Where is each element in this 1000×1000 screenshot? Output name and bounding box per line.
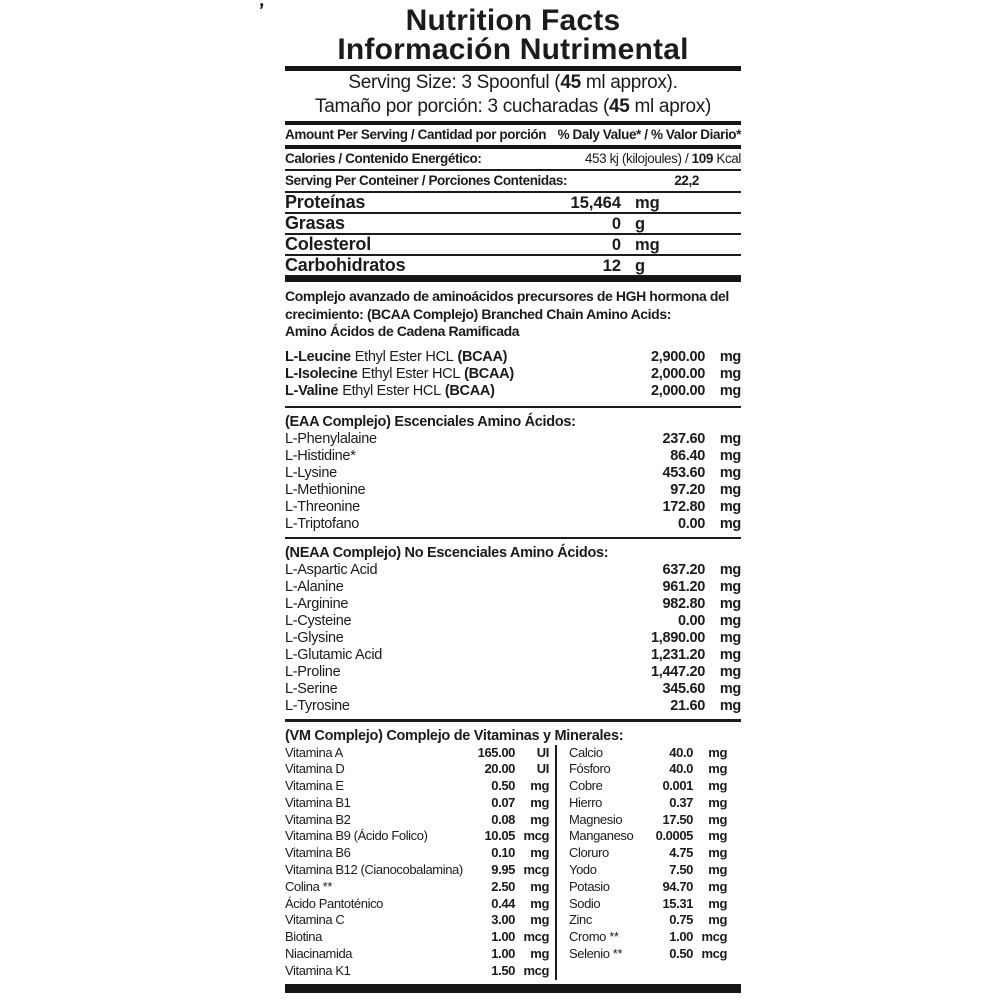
nutrient-value: 0.00 xyxy=(677,612,705,629)
neaa-section xyxy=(285,544,741,719)
nutrient-row xyxy=(285,613,741,630)
mineral-name: Potasio xyxy=(569,878,610,894)
note-line: crecimiento: (BCAA Complejo) Branched Chain Amino Acids: xyxy=(285,305,671,322)
mineral-row xyxy=(569,778,727,795)
mineral-unit: mg xyxy=(708,761,727,777)
mineral-unit: mg xyxy=(708,912,727,928)
vitamin-name: Ácido Pantoténico xyxy=(285,895,383,911)
vm-left-column xyxy=(285,745,557,980)
nutrient-name: L-Methionine xyxy=(285,481,366,498)
mineral-value: 94.70 xyxy=(662,878,693,894)
bcaa-item-row xyxy=(285,383,741,400)
vitamin-unit: mg xyxy=(530,912,549,928)
nutrient-value: 345.60 xyxy=(662,680,705,697)
title-spanish: Información Nutrimental xyxy=(337,33,689,66)
vitamin-unit: mg xyxy=(530,946,549,962)
vitamin-row xyxy=(285,912,549,929)
calories-value-kcal-number: 109 xyxy=(691,151,713,166)
note-line: Complejo avanzado de aminoácidos precursores de HGH hormona del xyxy=(285,288,729,304)
servings-per-container-row xyxy=(285,171,741,193)
mineral-unit: mg xyxy=(708,828,727,844)
vitamin-name: Vitamina B9 (Ácido Folico) xyxy=(285,828,428,844)
vitamin-row xyxy=(285,879,549,896)
bcaa-item-name-tag: (BCAA) xyxy=(444,382,495,399)
mineral-unit: mg xyxy=(708,744,727,760)
vitamin-unit: UI xyxy=(536,761,549,777)
nutrient-unit: mg xyxy=(719,481,741,498)
vitamin-value: 2.50 xyxy=(491,878,515,894)
nutrient-value: 1,890.00 xyxy=(650,629,705,646)
nutrient-name: L-Arginine xyxy=(285,595,349,612)
mineral-unit: mg xyxy=(708,778,727,794)
nutrient-value: 97.20 xyxy=(670,481,705,498)
eaa-section-header: (EAA Complejo) Escenciales Amino Ácidos: xyxy=(285,413,576,430)
vitamin-value: 0.50 xyxy=(491,778,515,794)
vitamin-name: Vitamina A xyxy=(285,744,343,760)
vitamin-unit: mg xyxy=(530,895,549,911)
bcaa-item-name xyxy=(285,383,495,400)
nutrient-value: 961.20 xyxy=(662,578,705,595)
nutrient-unit: mg xyxy=(719,646,741,663)
bcaa-items xyxy=(285,349,741,400)
vitamin-unit: mg xyxy=(530,878,549,894)
calories-value-kj: 453 kj (kilojoules) / xyxy=(584,151,692,166)
mineral-row xyxy=(569,745,727,762)
vitamin-value: 20.00 xyxy=(484,761,515,777)
macro-unit: g xyxy=(635,257,646,275)
nutrient-value: 21.60 xyxy=(670,697,705,714)
vitamin-name: Vitamina E xyxy=(285,778,344,794)
vitamin-row xyxy=(285,778,549,795)
mineral-value: 0.50 xyxy=(669,946,693,962)
mineral-name: Hierro xyxy=(569,794,602,810)
vitamin-value: 0.08 xyxy=(491,811,515,827)
nutrient-name: L-Triptofano xyxy=(285,515,360,532)
vitamin-unit: UI xyxy=(536,744,549,760)
mineral-name: Zinc xyxy=(569,912,592,928)
bcaa-item-name xyxy=(285,349,507,366)
mineral-row xyxy=(569,929,727,946)
nutrient-value: 172.80 xyxy=(662,498,705,515)
vitamin-row xyxy=(285,845,549,862)
nutrient-row xyxy=(285,681,741,698)
nutrient-value: 86.40 xyxy=(670,447,705,464)
mineral-value: 40.0 xyxy=(669,761,693,777)
nutrient-unit: mg xyxy=(719,498,741,515)
note-line: Amino Ácidos de Cadena Ramificada xyxy=(285,323,520,339)
macro-value: 0 xyxy=(611,215,621,233)
mineral-unit: mg xyxy=(708,895,727,911)
vitamin-name: Vitamina C xyxy=(285,912,345,928)
nutrient-name: L-Histidine* xyxy=(285,447,356,464)
daily-value-label: % Daly Value* / % Valor Diario* xyxy=(557,127,741,142)
macro-value: 0 xyxy=(611,236,621,254)
bcaa-item-name-mid: Ethyl Ester HCL xyxy=(361,365,461,382)
serving-size-es-amount: 45 xyxy=(608,96,630,117)
bcaa-item-value: 2,000.00 xyxy=(650,382,705,399)
serving-size-en-text: Serving Size: 3 Spoonful ( xyxy=(348,72,561,93)
macro-unit: mg xyxy=(635,194,660,212)
vm-columns xyxy=(285,745,741,980)
nutrient-unit: mg xyxy=(719,447,741,464)
bcaa-item-unit: mg xyxy=(719,365,741,382)
vitamin-value: 165.00 xyxy=(477,744,515,760)
amount-per-serving-label: Amount Per Serving / Cantidad por porción xyxy=(285,127,547,142)
nutrient-name: L-Proline xyxy=(285,663,341,680)
macro-unit: g xyxy=(635,215,646,233)
title-english: Nutrition Facts xyxy=(405,4,621,37)
nutrient-row xyxy=(285,448,741,465)
nutrient-row xyxy=(285,516,741,533)
vitamin-unit: mg xyxy=(530,845,549,861)
serving-size-es-text: Tamaño por porción: 3 cucharadas ( xyxy=(315,96,609,117)
nutrient-value: 453.60 xyxy=(662,464,705,481)
vitamin-name: Vitamina B12 (Cianocobalamina) xyxy=(285,862,463,878)
mineral-row xyxy=(569,896,727,913)
vitamin-row xyxy=(285,896,549,913)
bcaa-item-name-lead: L-Valine xyxy=(285,382,339,399)
nutrient-value: 1,447.20 xyxy=(650,663,705,680)
mineral-name: Cromo ** xyxy=(569,929,619,945)
bottom-bar xyxy=(285,984,741,993)
nutrient-row xyxy=(285,664,741,681)
mineral-name: Manganeso xyxy=(569,828,634,844)
mineral-unit: mcg xyxy=(701,929,727,945)
nutrient-row xyxy=(285,647,741,664)
vitamin-value: 0.10 xyxy=(491,845,515,861)
calories-value xyxy=(585,149,741,169)
macro-row xyxy=(285,235,741,256)
vitamin-value: 3.00 xyxy=(491,912,515,928)
macro-value: 12 xyxy=(602,257,621,275)
mineral-row xyxy=(569,761,727,778)
vitamin-unit: mg xyxy=(530,778,549,794)
nutrient-row xyxy=(285,465,741,482)
bcaa-item-name-lead: L-Isolecine xyxy=(285,365,358,382)
serving-size-en xyxy=(285,71,741,95)
mineral-value: 0.37 xyxy=(669,794,693,810)
nutrient-unit: mg xyxy=(719,663,741,680)
macro-name: Carbohidratos xyxy=(285,255,406,275)
nutrition-label xyxy=(285,6,741,993)
mineral-row xyxy=(569,795,727,812)
neaa-section-header: (NEAA Complejo) No Escenciales Amino Ácidos: xyxy=(285,544,609,561)
nutrient-name: L-Threonine xyxy=(285,498,360,515)
divider-line xyxy=(285,537,741,539)
vitamin-value: 0.44 xyxy=(491,895,515,911)
macro-row xyxy=(285,256,741,277)
vitamin-name: Colina ** xyxy=(285,878,332,894)
nutrient-value: 0.00 xyxy=(677,515,705,532)
nutrient-name: L-Alanine xyxy=(285,578,344,595)
mineral-row xyxy=(569,812,727,829)
nutrient-name: L-Cysteine xyxy=(285,612,352,629)
nutrient-name: L-Glutamic Acid xyxy=(285,646,383,663)
calories-value-kcal-unit: Kcal xyxy=(712,151,741,166)
nutrient-row xyxy=(285,499,741,516)
bcaa-item-unit: mg xyxy=(719,348,741,365)
vitamin-name: Vitamina D xyxy=(285,761,345,777)
nutrient-name: L-Aspartic Acid xyxy=(285,561,378,578)
nutrient-row xyxy=(285,596,741,613)
mineral-unit: mg xyxy=(708,794,727,810)
vitamin-value: 1.00 xyxy=(491,946,515,962)
mineral-value: 40.0 xyxy=(669,744,693,760)
macro-row xyxy=(285,214,741,235)
mineral-value: 4.75 xyxy=(669,845,693,861)
vitamin-name: Vitamina B6 xyxy=(285,845,351,861)
vm-right-column xyxy=(557,745,741,980)
macro-name: Proteínas xyxy=(285,192,366,212)
stray-print-mark: ’ xyxy=(256,0,266,23)
nutrient-name: L-Glysine xyxy=(285,629,344,646)
mineral-unit: mg xyxy=(708,811,727,827)
servings-per-container-label: Serving Per Conteiner / Porciones Contenidas: xyxy=(285,173,568,188)
macro-name: Colesterol xyxy=(285,234,372,254)
mineral-row xyxy=(569,845,727,862)
macro-value: 15,464 xyxy=(570,194,621,212)
mineral-name: Sodio xyxy=(569,895,601,911)
mineral-name: Cobre xyxy=(569,778,603,794)
mineral-name: Magnesio xyxy=(569,811,623,827)
bcaa-item-unit: mg xyxy=(719,382,741,399)
mineral-value: 1.00 xyxy=(669,929,693,945)
neaa-items xyxy=(285,562,741,715)
mineral-unit: mg xyxy=(708,878,727,894)
vitamin-value: 1.00 xyxy=(491,929,515,945)
nutrient-row xyxy=(285,562,741,579)
mineral-unit: mcg xyxy=(701,946,727,962)
mineral-value: 0.75 xyxy=(669,912,693,928)
bcaa-item-name-tag: (BCAA) xyxy=(464,365,514,382)
serving-size-en-tail: ml approx). xyxy=(580,72,678,93)
nutrient-name: L-Tyrosine xyxy=(285,697,350,714)
nutrient-unit: mg xyxy=(719,680,741,697)
bcaa-item-name-lead: L-Leucine xyxy=(285,348,351,365)
vitamin-unit: mg xyxy=(530,811,549,827)
bcaa-item-value: 2,000.00 xyxy=(650,365,705,382)
vitamin-unit: mg xyxy=(530,794,549,810)
vitamin-name: Vitamina K1 xyxy=(285,962,351,978)
mineral-name: Fósforo xyxy=(569,761,611,777)
nutrient-name: L-Phenylalaine xyxy=(285,430,377,447)
divider-line xyxy=(285,719,741,722)
vitamin-row xyxy=(285,929,549,946)
vitamin-row xyxy=(285,828,549,845)
vitamin-row xyxy=(285,812,549,829)
vitamin-name: Niacinamida xyxy=(285,946,353,962)
mineral-row xyxy=(569,946,727,963)
macro-row xyxy=(285,193,741,214)
mineral-value: 17.50 xyxy=(662,811,693,827)
mineral-row xyxy=(569,879,727,896)
vitamin-unit: mcg xyxy=(523,962,549,978)
nutrient-unit: mg xyxy=(719,464,741,481)
nutrient-row xyxy=(285,630,741,647)
mineral-name: Selenio ** xyxy=(569,946,623,962)
vitamins-minerals-section xyxy=(285,727,741,980)
nutrient-row xyxy=(285,431,741,448)
vitamin-row xyxy=(285,946,549,963)
vitamin-value: 0.07 xyxy=(491,794,515,810)
vitamin-name: Vitamina B1 xyxy=(285,794,351,810)
nutrient-value: 237.60 xyxy=(662,430,705,447)
macro-rows xyxy=(285,193,741,277)
mineral-row xyxy=(569,862,727,879)
vitamin-row xyxy=(285,795,549,812)
vm-section-header: (VM Complejo) Complejo de Vitaminas y Minerales: xyxy=(285,727,624,744)
hgh-complex-note xyxy=(285,282,741,341)
mineral-name: Yodo xyxy=(569,862,597,878)
nutrient-unit: mg xyxy=(719,561,741,578)
mineral-unit: mg xyxy=(708,862,727,878)
mineral-row xyxy=(569,912,727,929)
vitamin-name: Biotina xyxy=(285,929,322,945)
mineral-value: 0.0005 xyxy=(655,828,693,844)
vitamin-value: 9.95 xyxy=(491,862,515,878)
bcaa-item-name-mid: Ethyl Ester HCL xyxy=(354,348,454,365)
nutrient-name: L-Serine xyxy=(285,680,338,697)
vitamin-name: Vitamina B2 xyxy=(285,811,351,827)
mineral-value: 0.001 xyxy=(662,778,693,794)
amount-per-serving-header-row xyxy=(285,125,741,145)
nutrient-unit: mg xyxy=(719,430,741,447)
nutrient-unit: mg xyxy=(719,629,741,646)
bcaa-item-value: 2,900.00 xyxy=(650,348,705,365)
calories-label: Calories / Contenido Energético: xyxy=(285,151,482,166)
servings-per-container-value: 22,2 xyxy=(674,173,699,188)
eaa-section xyxy=(285,413,741,537)
nutrient-unit: mg xyxy=(719,697,741,714)
mineral-unit: mg xyxy=(708,845,727,861)
vitamin-unit: mcg xyxy=(523,828,549,844)
mineral-name: Cloruro xyxy=(569,845,609,861)
vitamin-row xyxy=(285,862,549,879)
vitamin-value: 1.50 xyxy=(491,962,515,978)
nutrient-value: 1,231.20 xyxy=(650,646,705,663)
vitamin-row xyxy=(285,761,549,778)
serving-size-es-tail: ml aprox) xyxy=(629,96,711,117)
nutrient-row xyxy=(285,482,741,499)
nutrient-name: L-Lysine xyxy=(285,464,337,481)
bcaa-item-row xyxy=(285,366,741,383)
nutrient-unit: mg xyxy=(719,515,741,532)
macro-name: Grasas xyxy=(285,213,345,233)
nutrient-value: 982.80 xyxy=(662,595,705,612)
calories-row xyxy=(285,149,741,171)
mineral-value: 15.31 xyxy=(662,895,693,911)
eaa-items xyxy=(285,431,741,533)
bcaa-item-row xyxy=(285,349,741,366)
vitamin-unit: mcg xyxy=(523,929,549,945)
nutrient-row xyxy=(285,698,741,715)
vitamin-value: 10.05 xyxy=(484,828,515,844)
bcaa-item-name-mid: Ethyl Ester HCL xyxy=(342,382,441,399)
serving-size-en-amount: 45 xyxy=(560,72,581,93)
nutrient-row xyxy=(285,579,741,596)
vitamin-row xyxy=(285,963,549,980)
vitamin-unit: mcg xyxy=(523,862,549,878)
nutrient-value: 637.20 xyxy=(662,561,705,578)
vitamin-row xyxy=(285,745,549,762)
mineral-name: Calcio xyxy=(569,744,603,760)
bcaa-item-name xyxy=(285,366,514,383)
divider-line xyxy=(285,406,741,408)
nutrient-unit: mg xyxy=(719,578,741,595)
mineral-row xyxy=(569,828,727,845)
serving-size-es xyxy=(285,95,741,119)
macro-unit: mg xyxy=(635,236,660,254)
mineral-value: 7.50 xyxy=(669,862,693,878)
nutrient-unit: mg xyxy=(719,595,741,612)
bcaa-item-name-tag: (BCAA) xyxy=(457,348,508,365)
nutrient-unit: mg xyxy=(719,612,741,629)
